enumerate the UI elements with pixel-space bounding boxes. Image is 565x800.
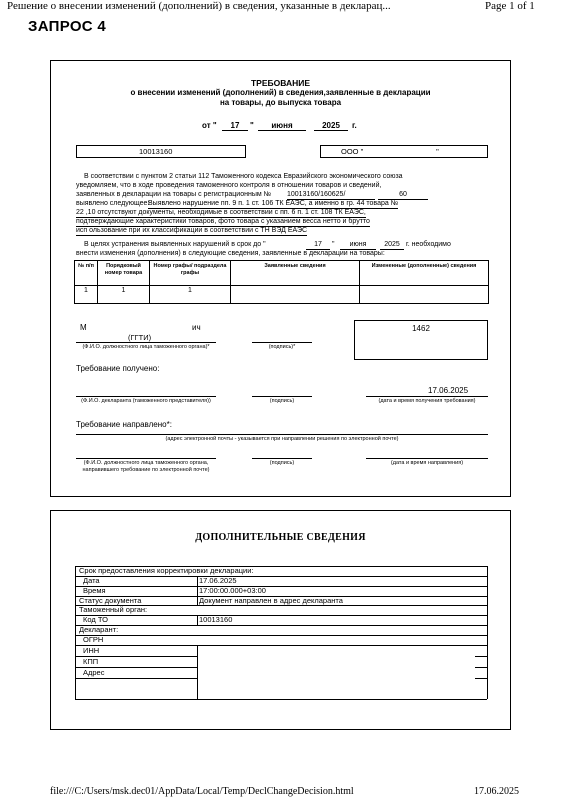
violation-line1: Выявлено нарушение пп. 9 п. 1 ст. 106 ТК ЕАЭС, а именно в гр. 44 товара № [148, 200, 399, 207]
date-value: 17.06.2025 [199, 576, 237, 585]
officer-sign-caption: (подпись)* [268, 344, 296, 350]
th-item-number: Порядковый номер товара [97, 260, 150, 286]
customs-organ-label: Таможенный орган: [79, 605, 148, 614]
para2-line1b: г. необходимо [406, 241, 451, 248]
request-heading: ЗАПРОС 4 [28, 18, 107, 35]
date-year: 2025 [314, 121, 348, 131]
print-date: 17.06.2025 [474, 786, 519, 797]
changes-table [74, 260, 489, 304]
address-label: Адрес [83, 668, 105, 677]
violation-line4: исп ользование при их классификации в соответствии с ТН ВЭД ЕАЭС [76, 227, 308, 234]
violation-line2: 22 ,10 отсутствуют документы, необходимые в соответствии с пп. 6 п. 1 ст. 108 ТК ЕАЭС, [76, 209, 366, 216]
officer-number-box: 1462 [354, 320, 488, 360]
date-label: Дата [83, 576, 100, 585]
td-num: 1 [74, 285, 98, 304]
organization-box: ООО " " [320, 145, 488, 158]
declarant-sign-caption: (подпись) [269, 398, 295, 404]
deadline-month: июня [340, 240, 376, 250]
declaration-number: 10013160/160625/ [287, 190, 375, 200]
declaration-number-suffix: 60 [378, 190, 428, 200]
date-prefix: от " [202, 121, 217, 130]
officer-name-start: М [80, 323, 87, 332]
officer-name-end: ич [192, 323, 201, 332]
th-num: № п/п [74, 260, 98, 286]
ogrn-label: ОГРН [83, 635, 104, 644]
para1-line3a: заявленных в декларации на товары с регистрационным № [76, 191, 272, 198]
time-label: Время [83, 586, 106, 595]
declarant-fio-caption: (Ф.И.О. декларанта (таможенного представителя)) [81, 398, 211, 404]
para2-line2: внести изменения (дополнения) в следующие сведения, заявленные в декларации на товары: [76, 250, 385, 257]
time-value: 17:00:00.000+03:00 [199, 586, 266, 595]
doc-title: ТРЕБОВАНИЕ [250, 78, 311, 88]
file-path: file:///C:/Users/msk.dec01/AppData/Local/Temp/DeclChangeDecision.html [50, 786, 354, 797]
status-label: Статус документа [79, 596, 142, 605]
kpp-label: КПП [83, 657, 99, 666]
status-value: Документ направлен в адрес декларанта [199, 596, 343, 605]
th-box-number: Номер графы/ подраздела графы [149, 260, 231, 286]
th-changed: Измененные (дополненные) сведения [359, 260, 489, 286]
sent-date-caption: (дата и время направления) [390, 460, 464, 466]
received-date: 17.06.2025 [428, 386, 469, 395]
officer-dept: (ГГТИ) [128, 333, 152, 342]
violation-line3: подтверждающие характеристики товаров, фото товара с указанием весса нетто и брутто [76, 218, 370, 225]
received-label: Требование получено: [76, 364, 160, 373]
additional-title: ДОПОЛНИТЕЛЬНЫЕ СВЕДЕНИЯ [195, 532, 366, 543]
page-number: Page 1 of 1 [485, 0, 535, 12]
doc-subtitle-1: о внесении изменений (дополнений) в сведения,заявленные в декларации [130, 88, 431, 97]
sender-fio-caption: (Ф.И.О. должностного лица таможенного органа, направившего требование по электронной почте) [82, 460, 210, 473]
date-suffix: г. [352, 121, 357, 130]
td-item-number: 1 [97, 285, 150, 304]
officer-fio-caption: (Ф.И.О. должностного лица таможенного органа)* [82, 344, 210, 350]
customs-code-box: 10013160 [76, 145, 246, 158]
sent-label: Требование направлено*: [76, 420, 172, 429]
customs-code-label: Код ТО [83, 615, 108, 624]
th-declared: Заявленные сведения [230, 260, 360, 286]
date-month: июня [258, 121, 306, 131]
deadline-label: Срок предоставления корректировки декларации: [79, 566, 254, 575]
inn-label: ИНН [83, 646, 100, 655]
browser-print-title: Решение о внесении изменений (дополнений) в сведения, указанные в декларац... [7, 0, 391, 12]
deadline-day: 17 [306, 240, 330, 250]
td-box-number: 1 [149, 285, 231, 304]
para2-line1a: В целях устранения выявленных нарушений в срок до " [84, 241, 266, 248]
email-caption: (адрес электронной почты - указывается при направлении решения по электронной почте) [165, 436, 399, 442]
td-changed [359, 285, 489, 304]
doc-subtitle-2: на товары, до выпуска товара [219, 98, 342, 107]
declarant-label: Декларант: [79, 625, 119, 634]
date-mid: " [250, 121, 254, 130]
sender-sign-caption: (подпись) [269, 460, 295, 466]
customs-code-value: 10013160 [199, 615, 233, 624]
date-day: 17 [222, 121, 248, 131]
td-declared [230, 285, 360, 304]
received-date-caption: (дата и время получения требования) [378, 398, 476, 404]
para1-line1: В соответствии с пунктом 2 статьи 112 Таможенного кодекса Евразийского экономического союза [84, 173, 403, 180]
para1-line4a: выявлено следующее: [76, 200, 150, 207]
deadline-year: 2025 [380, 240, 404, 250]
para1-line2: уведомляем, что в ходе проведения таможенного контроля в отношении товаров и сведений, [76, 182, 382, 189]
